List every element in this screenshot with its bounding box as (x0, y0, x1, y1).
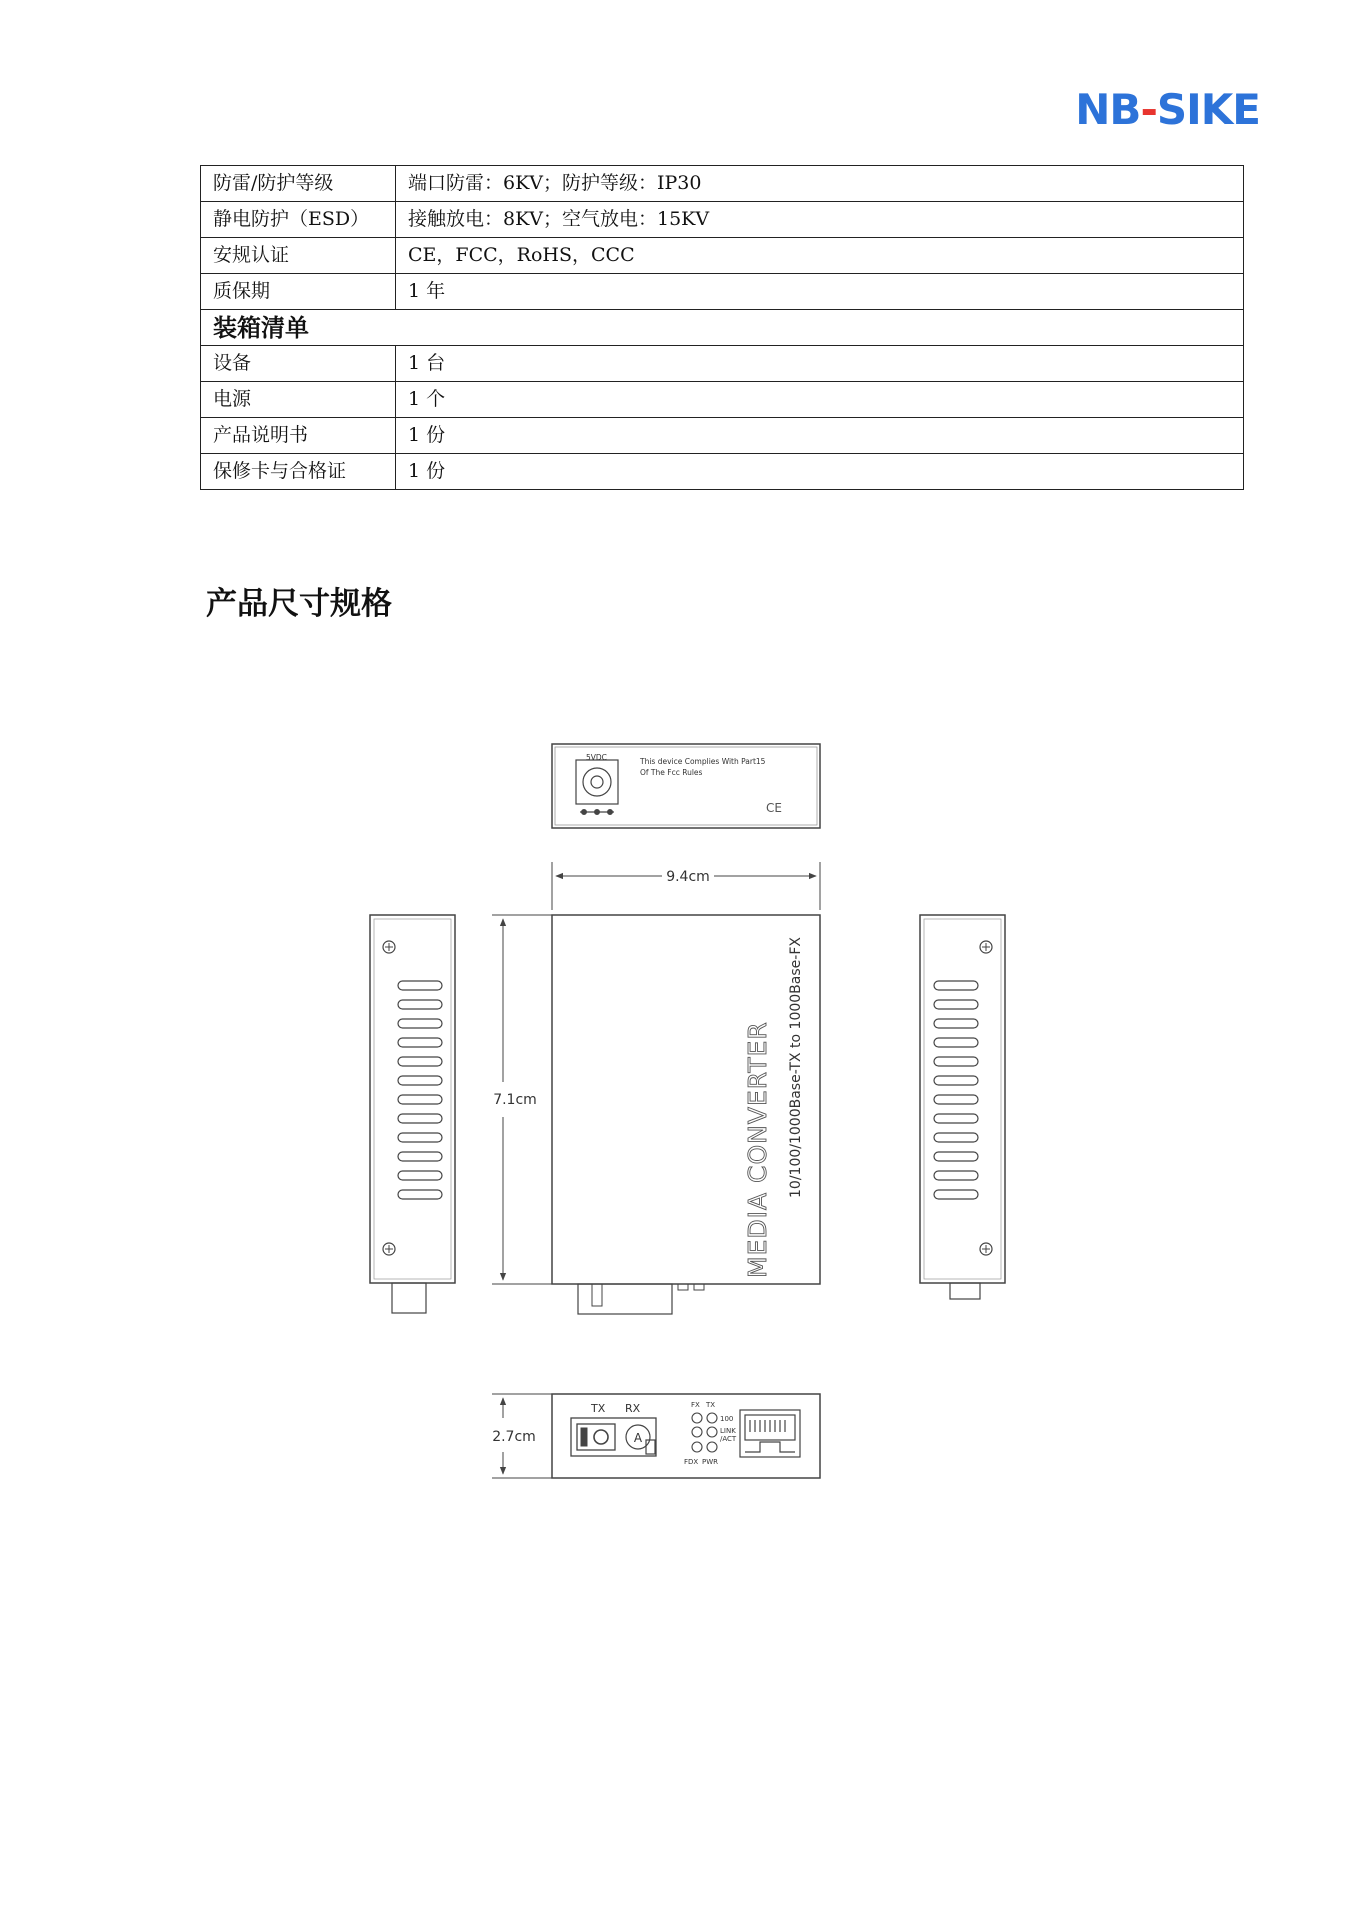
row-label: 质保期 (201, 274, 396, 310)
left-side-view (370, 915, 455, 1313)
sc-fiber-port-icon (571, 1418, 656, 1456)
row-label: 电源 (201, 382, 396, 418)
led-pwr-label: PWR (702, 1458, 719, 1466)
right-side-view (920, 915, 1005, 1299)
fiber-mark: A (633, 1431, 643, 1445)
led-fx-label: FX (691, 1401, 700, 1409)
power-jack-icon (576, 760, 618, 815)
tx-label: TX (591, 1402, 606, 1415)
row-value: 接触放电：8KV；空气放电：15KV (396, 202, 1244, 238)
row-value: 端口防雷：6KV；防护等级：IP30 (396, 166, 1244, 202)
row-value: 1 个 (396, 382, 1244, 418)
packing-list-heading: 装箱清单 (201, 310, 1244, 346)
row-value: 1 份 (396, 454, 1244, 490)
row-label: 静电防护（ESD） (201, 202, 396, 238)
row-label: 防雷/防护等级 (201, 166, 396, 202)
row-label: 保修卡与合格证 (201, 454, 396, 490)
logo-right: SIKE (1156, 85, 1260, 134)
depth-label: 2.7cm (492, 1429, 536, 1445)
dimensions-title: 产品尺寸规格 (206, 586, 392, 622)
row-value: CE，FCC，RoHS，CCC (396, 238, 1244, 274)
compliance-line-1: This device Complies With Part15 (640, 757, 766, 766)
compliance-line-2: Of The Fcc Rules (640, 768, 703, 777)
screw-icon (383, 1243, 395, 1255)
rj45-port-icon (740, 1410, 800, 1457)
vent-slots-icon (934, 981, 978, 1199)
led-fdx-label: FDX (684, 1458, 699, 1466)
top-view (552, 915, 820, 1314)
model-text: 10/100/1000Base-TX to 1000Base-FX (788, 937, 804, 1198)
brand-text: MEDIA CONVERTER (743, 1021, 772, 1278)
row-label: 设备 (201, 346, 396, 382)
screw-icon (980, 1243, 992, 1255)
led-100-label: 100 (720, 1415, 734, 1423)
led-act-label: /ACT (720, 1435, 737, 1443)
row-label: 安规认证 (201, 238, 396, 274)
led-indicator-icon (692, 1413, 717, 1452)
row-value: 1 台 (396, 346, 1244, 382)
power-label: 5VDC (586, 753, 607, 762)
rx-label: RX (625, 1402, 641, 1415)
logo-left: NB (1075, 85, 1141, 134)
screw-icon (980, 941, 992, 953)
row-value: 1 份 (396, 418, 1244, 454)
led-tx-label: TX (706, 1401, 716, 1409)
row-value: 1 年 (396, 274, 1244, 310)
ce-mark: CE (766, 801, 782, 815)
row-label: 产品说明书 (201, 418, 396, 454)
vent-slots-icon (398, 981, 442, 1199)
screw-icon (383, 941, 395, 953)
width-label: 9.4cm (666, 869, 710, 885)
logo-dash: - (1140, 85, 1157, 134)
height-label: 7.1cm (493, 1092, 537, 1108)
led-link-label: LINK (720, 1427, 736, 1435)
